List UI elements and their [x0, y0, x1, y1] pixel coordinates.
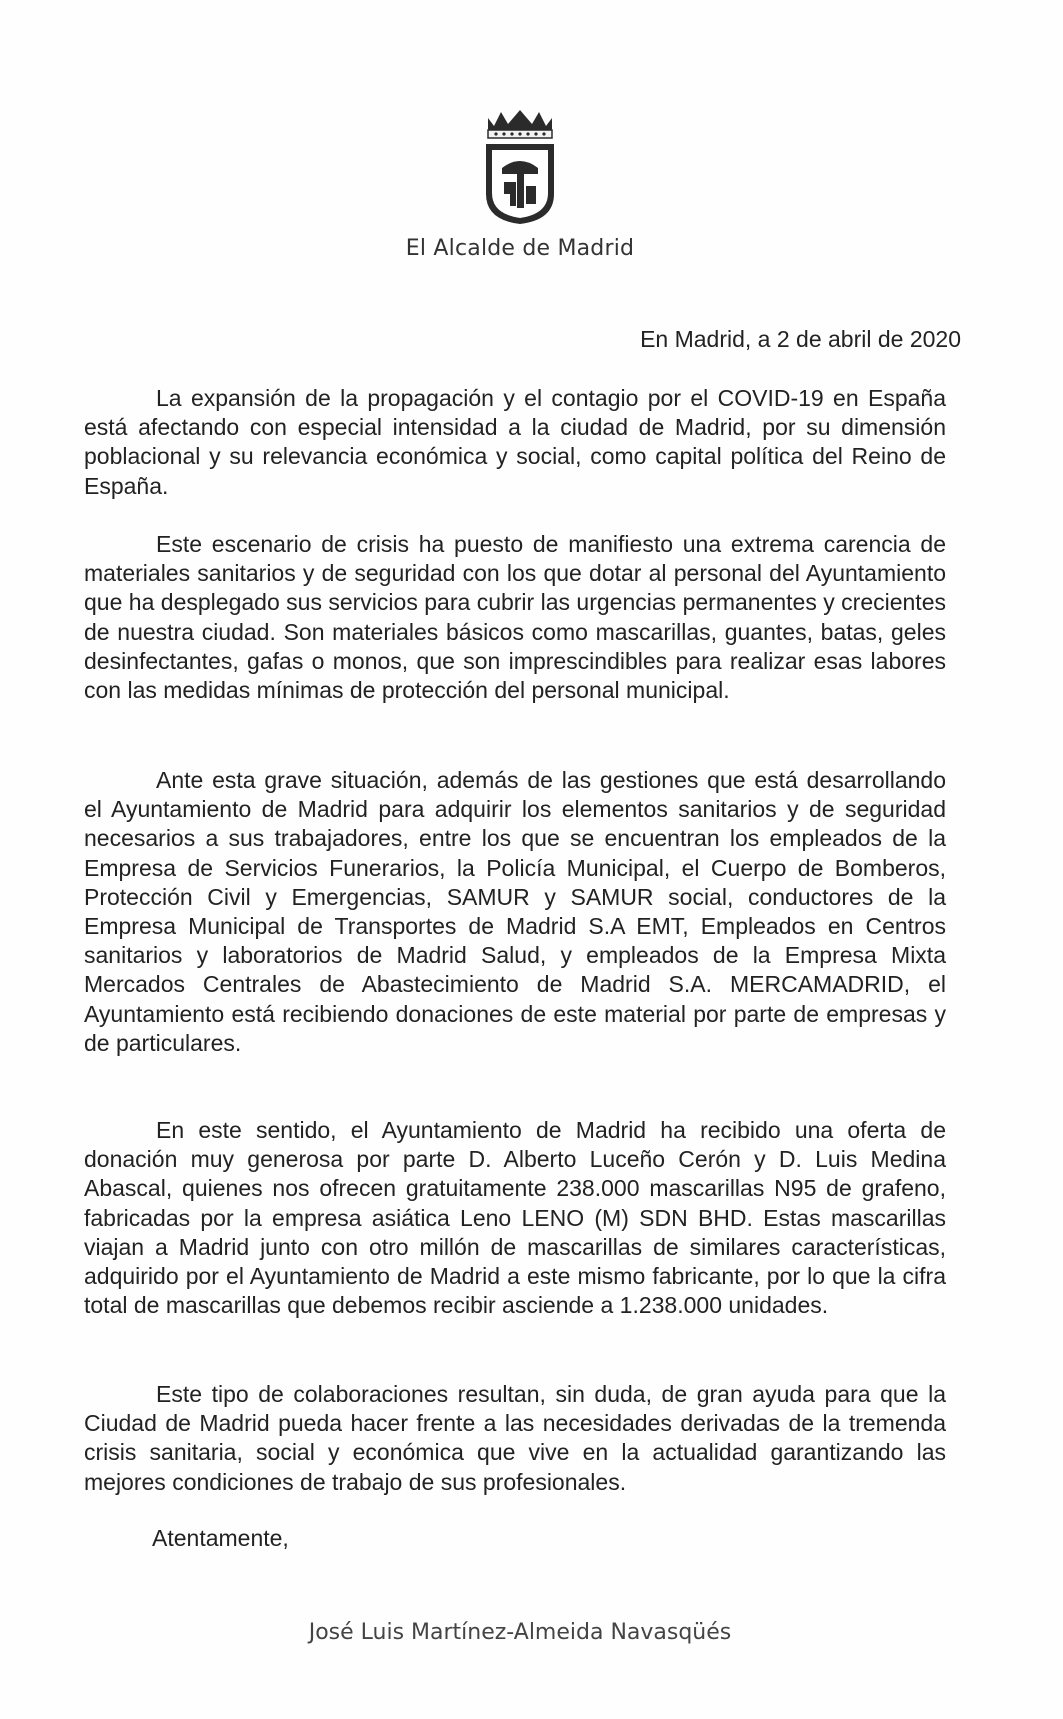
madrid-coat-of-arms-icon [482, 108, 558, 226]
paragraph-text: Ante esta grave situación, además de las gestiones que está desarrollando el Ayuntamiento de Madrid para adquirir los elementos sanitarios y de seguridad necesarios a sus trabajadores, entre los que se encuentran los empleados de la Empresa de Servicios Funerarios, la Policía Municipal, el Cuerpo de Bomberos, Protección Civil y Emergencias, SAMUR y SAMUR social, conductores de la Empresa Municipal de Transportes de Madrid S.A EMT, Empleados en Centros sanitarios y laboratorios de Madrid Salud, y empleados de la Empresa Mixta Mercados Centrales de Abastecimiento de Madrid S.A. MERCAMADRID, el Ayuntamiento está recibiendo donaciones de este material por parte de empresas y de particulares. [84, 767, 946, 1056]
letter-paragraph [84, 384, 946, 501]
letter-paragraph [84, 530, 946, 705]
letter-paragraph [84, 1380, 946, 1497]
letter-date: En Madrid, a 2 de abril de 2020 [640, 326, 961, 352]
paragraph-text: Este tipo de colaboraciones resultan, sin duda, de gran ayuda para que la Ciudad de Madrid pueda hacer frente a las necesidades derivadas de la tremenda crisis sanitaria, social y económica que vive en la actualidad garantizando las mejores condiciones de trabajo de sus profesionales. [84, 1381, 946, 1495]
paragraph-text: En este sentido, el Ayuntamiento de Madrid ha recibido una oferta de donación muy generosa por parte D. Alberto Luceño Cerón y D. Luis Medina Abascal, quienes nos ofrecen gratuitamente 238.000 mascarillas N95 de grafeno, fabricadas por la empresa asiática Leno LENO (M) SDN BHD. Estas mascarillas viajan a Madrid junto con otro millón de mascarillas de similares características, adquirido por el Ayuntamiento de Madrid a este mismo fabricante, por lo que la cifra total de mascarillas que debemos recibir asciende a 1.238.000 unidades. [84, 1117, 946, 1319]
letterhead-office-title: El Alcalde de Madrid [405, 236, 635, 261]
letter-paragraph [84, 1116, 946, 1320]
paragraph-text: La expansión de la propagación y el contagio por el COVID-19 en España está afectando con especial intensidad a la ciudad de Madrid, por su dimensión poblacional y su relevancia económica y social, como capital política del Reino de España. [84, 385, 946, 499]
letter-paragraph [84, 766, 946, 1058]
letter-closing: Atentamente, [152, 1525, 289, 1551]
paragraph-text: Este escenario de crisis ha puesto de manifiesto una extrema carencia de materiales sanitarios y de seguridad con los que dotar al personal del Ayuntamiento que ha desplegado sus servicios para cubrir las urgencias permanentes y crecientes de nuestra ciudad. Son materiales básicos como mascarillas, guantes, batas, geles desinfectantes, gafas o monos, que son imprescindibles para realizar esas labores con las medidas mínimas de protección del personal municipal. [84, 531, 946, 704]
signatory-name: José Luis Martínez-Almeida Navasqüés [308, 1620, 732, 1645]
